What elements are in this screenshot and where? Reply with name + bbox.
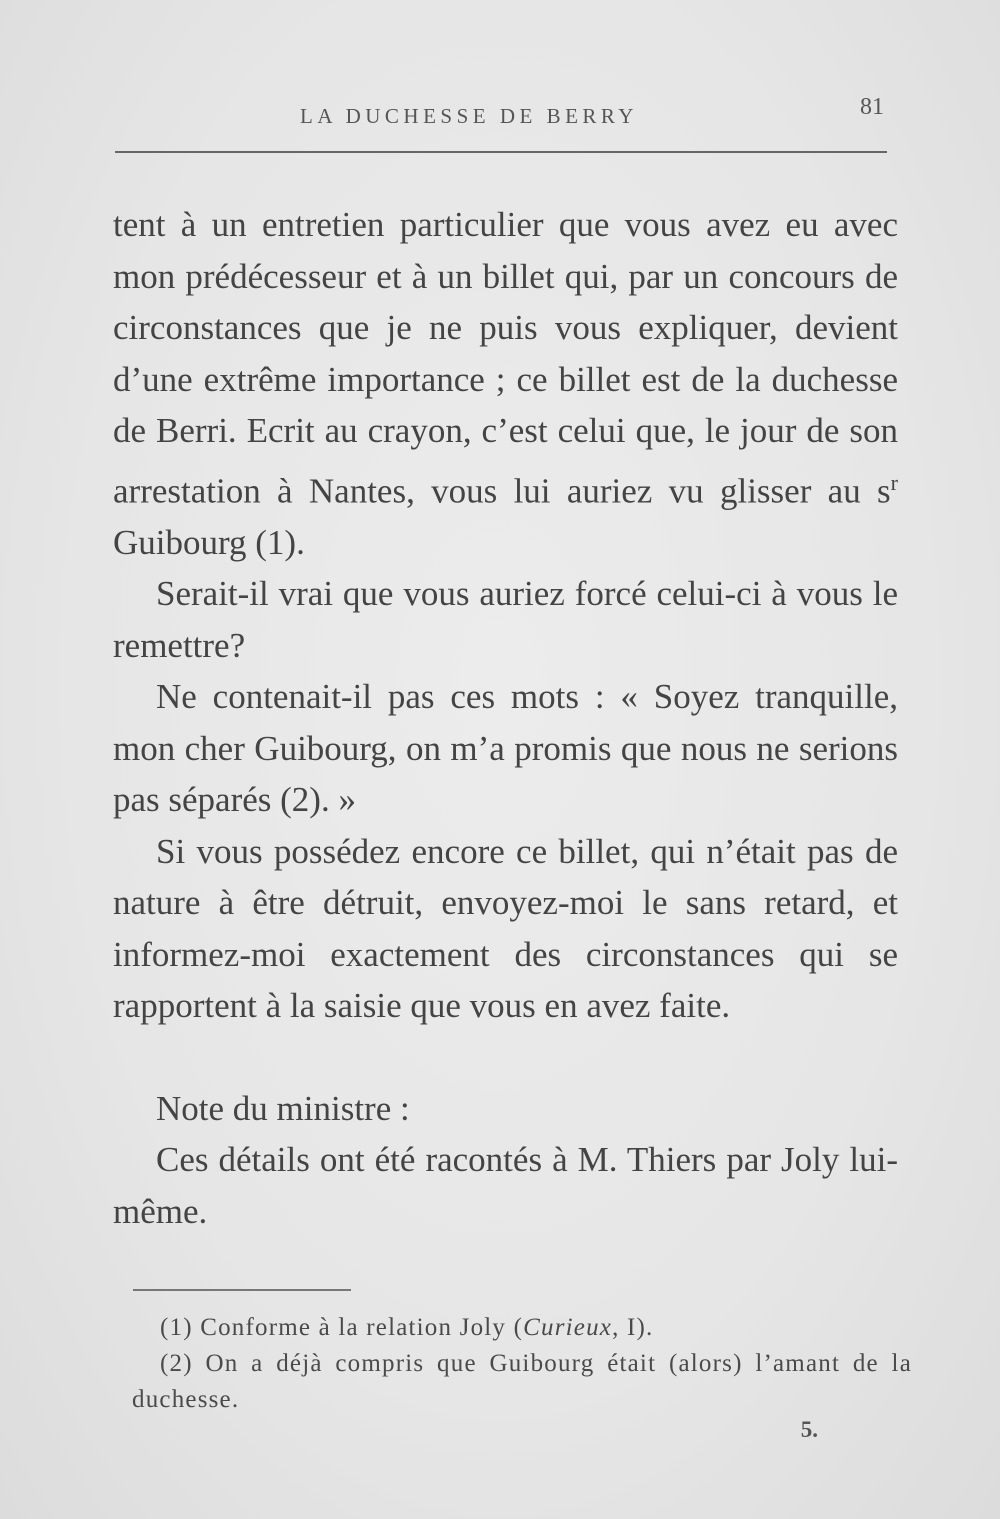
abbreviation-superscript: r [890,469,898,495]
paragraph-3: Ne contenait-il pas ces mots : « Soyez tranquille, mon cher Guibourg, on m’a promis que nous ne serions pas séparés (2). » [113,677,898,820]
signature-mark: 5. [800,1417,818,1442]
header-rule [115,151,887,153]
page-number: 81 [860,94,884,120]
paragraph-4: Si vous possédez encore ce billet, qui n’était pas de nature à être détruit, envoyez-moi le sans retard, et informez-moi exactement des circonstances qui se rapportent à la saisie que vous en avez faite. [113,831,898,1026]
footnote-1 [132,1310,912,1346]
footnote-1-end: , I). [612,1314,654,1341]
running-head [115,92,890,132]
paragraph-2: Serait-il vrai que vous auriez forcé celui-ci à vous le remettre? [113,574,898,665]
paragraph-gap [113,1032,898,1083]
footnote-rule [133,1289,351,1291]
body-text [113,199,898,1237]
running-title: LA DUCHESSE DE BERRY [300,104,638,128]
footnote-1-source: Curieux [523,1314,613,1341]
footnote-2: (2) On a déjà compris que Guibourg était (alors) l’amant de la duchesse. [132,1350,912,1413]
paragraph-1-text: tent à un entretien particulier que vous avez eu avec mon prédécesseur et à un billet qui, par un concours de circonstances que je ne puis vous expliquer, devient d’une extrême importance ; ce billet est de la duchesse de Berri. Ecrit au crayon, c’est celui que, le jour de son arrestation à Nantes, vous lui auriez vu glisser au s [113,205,898,511]
footnote-1-text: (1) Conforme à la relation Joly ( [160,1314,524,1341]
minister-note-label: Note du ministre : [156,1088,410,1128]
paragraph-1-end: Guibourg (1). [113,522,305,562]
minister-note-text: Ces détails ont été racontés à M. Thiers par Joly lui-même. [113,1140,898,1231]
paragraph-1 [113,199,898,568]
footnotes [132,1310,912,1418]
